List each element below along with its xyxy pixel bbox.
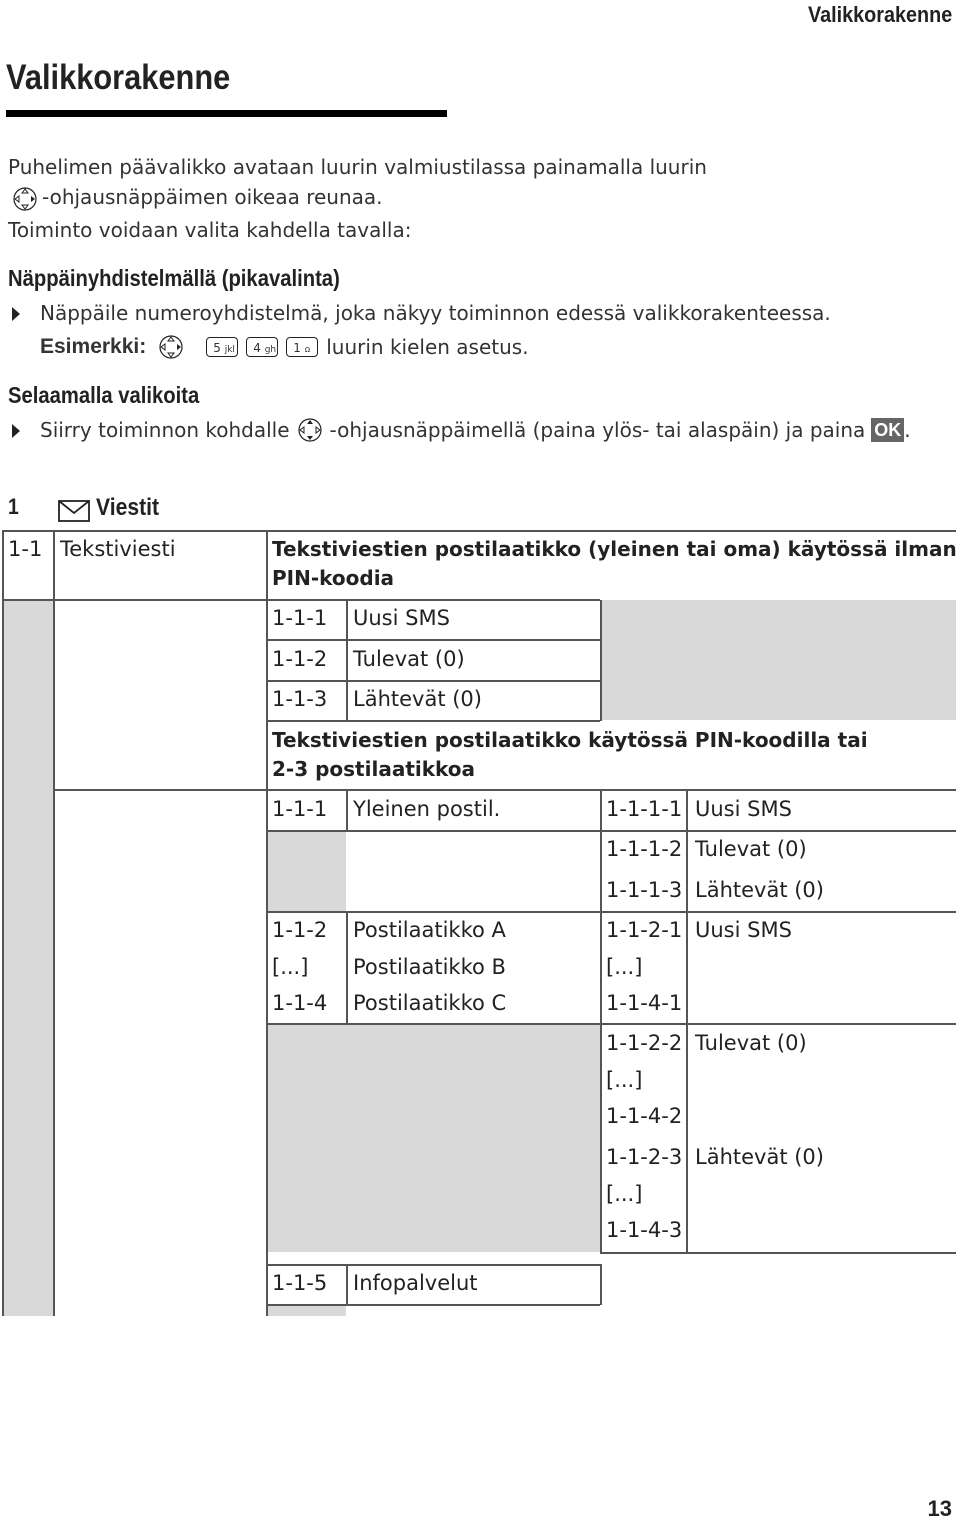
example-label: Esimerkki:: [40, 335, 147, 358]
title-rule: [6, 110, 447, 117]
row-code: 1-1: [8, 537, 43, 561]
browse-bullet-after: -ohjausnäppäimellä (paina ylös- tai alaspäin) ja paina: [329, 418, 866, 442]
sub-code: 1-1-1: [272, 797, 328, 821]
menu-title: Viestit: [96, 494, 160, 521]
sub-label: Yleinen postil.: [353, 797, 501, 821]
subsub-code: 1-1-1-2: [606, 837, 683, 861]
menu-number: 1: [8, 494, 19, 519]
page-number: 13: [927, 1496, 952, 1521]
key-5: 5 jkl: [206, 337, 238, 357]
info-right: [600, 1264, 602, 1305]
subsub-code: 1-1-4-2: [606, 1104, 683, 1128]
sub-code: 1-1-2: [272, 918, 328, 942]
sub-col-vline: [600, 790, 602, 1252]
sub-a-div-3: [266, 720, 600, 722]
subsub-code: 1-1-4-1: [606, 991, 683, 1015]
subsub-code: 1-1-4-3: [606, 1218, 683, 1242]
sub-label: Postilaatikko C: [353, 991, 507, 1015]
subsub-label: Uusi SMS: [695, 797, 792, 821]
example-text: luurin kielen asetus.: [326, 335, 529, 359]
desc2-line-1: Tekstiviestien postilaatikko käytössä PIN-koodilla tai: [272, 728, 868, 752]
subsub-code: [...]: [606, 955, 643, 979]
table-left-border: [2, 530, 4, 1316]
subsub-code: [...]: [606, 1182, 643, 1206]
example-line: [40, 333, 529, 361]
sub-label: Uusi SMS: [353, 606, 450, 630]
sub-code: 1-1-3: [272, 687, 328, 711]
sub-code: [...]: [272, 955, 309, 979]
nav-key-updown-icon: [290, 417, 330, 443]
grey-area-c: [266, 1024, 600, 1252]
row1-divider: [2, 599, 600, 601]
sub-a-vline: [346, 600, 348, 721]
browse-period: .: [904, 418, 911, 442]
keys-bullet-text: Näppäile numeroyhdistelmä, joka näkyy toiminnon edessä valikkorakenteessa.: [40, 301, 831, 325]
subsub-label: Lähtevät (0): [695, 878, 824, 902]
sub-label: Infopalvelut: [353, 1271, 478, 1295]
subsub-code: 1-1-2-3: [606, 1145, 683, 1169]
sub-label: Tulevat (0): [353, 647, 465, 671]
col2-divider: [266, 530, 268, 1316]
sub-label: Lähtevät (0): [353, 687, 482, 711]
desc2-line-2: 2-3 postilaatikkoa: [272, 757, 476, 781]
browse-bullet: [40, 416, 911, 444]
sub-code: 1-1-2: [272, 647, 328, 671]
nav-key-right-icon: [8, 186, 42, 212]
running-header: Valikkorakenne: [807, 2, 952, 27]
grey-area-d: [266, 1306, 346, 1316]
subsub-label: Tulevat (0): [695, 1031, 807, 1055]
bullet-arrow-icon: [12, 307, 20, 321]
boxes-divider-bottom: [266, 1023, 956, 1025]
key-4: 4 ghi: [246, 337, 278, 357]
sub-a-right: [600, 600, 602, 721]
subsub-code: [...]: [606, 1068, 643, 1092]
desc2-divider: [53, 789, 956, 791]
sub-bottom: [600, 1252, 956, 1254]
grey-area-a: [600, 600, 956, 720]
intro-line-2: [8, 183, 383, 212]
subsub-label: Uusi SMS: [695, 918, 792, 942]
col1-divider: [53, 530, 55, 1316]
subsub-code: 1-1-2-1: [606, 918, 683, 942]
nav-key-right-icon: [154, 334, 188, 360]
envelope-icon: [58, 500, 90, 522]
subsub-label: Lähtevät (0): [695, 1145, 824, 1169]
sub-a-div-1: [266, 639, 600, 641]
intro-line-1: Puhelimen päävalikko avataan luurin valmiustilassa painamalla luurin: [8, 155, 707, 179]
desc1-line-2: PIN-koodia: [272, 566, 395, 590]
sub-label: Postilaatikko B: [353, 955, 506, 979]
bullet-arrow-icon: [12, 424, 20, 438]
sub-code-vline: [686, 790, 688, 1252]
intro-line-3: Toiminto voidaan valita kahdella tavalla:: [8, 218, 412, 242]
intro-line-2-text: -ohjausnäppäimen oikeaa reunaa.: [42, 185, 383, 209]
info-top: [266, 1264, 600, 1266]
sub-a-div-2: [266, 680, 600, 682]
key-1: 1 ꭥ: [286, 337, 318, 357]
info-vline: [346, 1264, 348, 1305]
general-vline: [346, 790, 348, 830]
table-top-border: [2, 530, 956, 532]
sub-label: Postilaatikko A: [353, 918, 506, 942]
grey-area-b: [266, 830, 346, 912]
sub-code: 1-1-4: [272, 991, 328, 1015]
subsub-code: 1-1-1-1: [606, 797, 683, 821]
section-heading-keys: Näppäinyhdistelmällä (pikavalinta): [8, 265, 340, 291]
subsub-label: Tulevat (0): [695, 837, 807, 861]
general-divider: [266, 830, 956, 832]
ok-key-badge: OK: [871, 418, 904, 442]
sub-code: 1-1-1: [272, 606, 328, 630]
page-title: Valikkorakenne: [6, 58, 231, 97]
boxes-vline: [346, 911, 348, 1024]
boxes-divider-top: [266, 911, 956, 913]
grey-col-1: [2, 600, 53, 1316]
section-heading-browse: Selaamalla valikoita: [8, 382, 200, 408]
info-bottom: [266, 1304, 600, 1306]
sub-code: 1-1-5: [272, 1271, 328, 1295]
subsub-code: 1-1-2-2: [606, 1031, 683, 1055]
browse-bullet-before: Siirry toiminnon kohdalle: [40, 418, 290, 442]
row-label: Tekstiviesti: [60, 537, 176, 561]
subsub-code: 1-1-1-3: [606, 878, 683, 902]
desc1-line-1: Tekstiviestien postilaatikko (yleinen tai oma) käytössä ilman: [272, 537, 957, 561]
